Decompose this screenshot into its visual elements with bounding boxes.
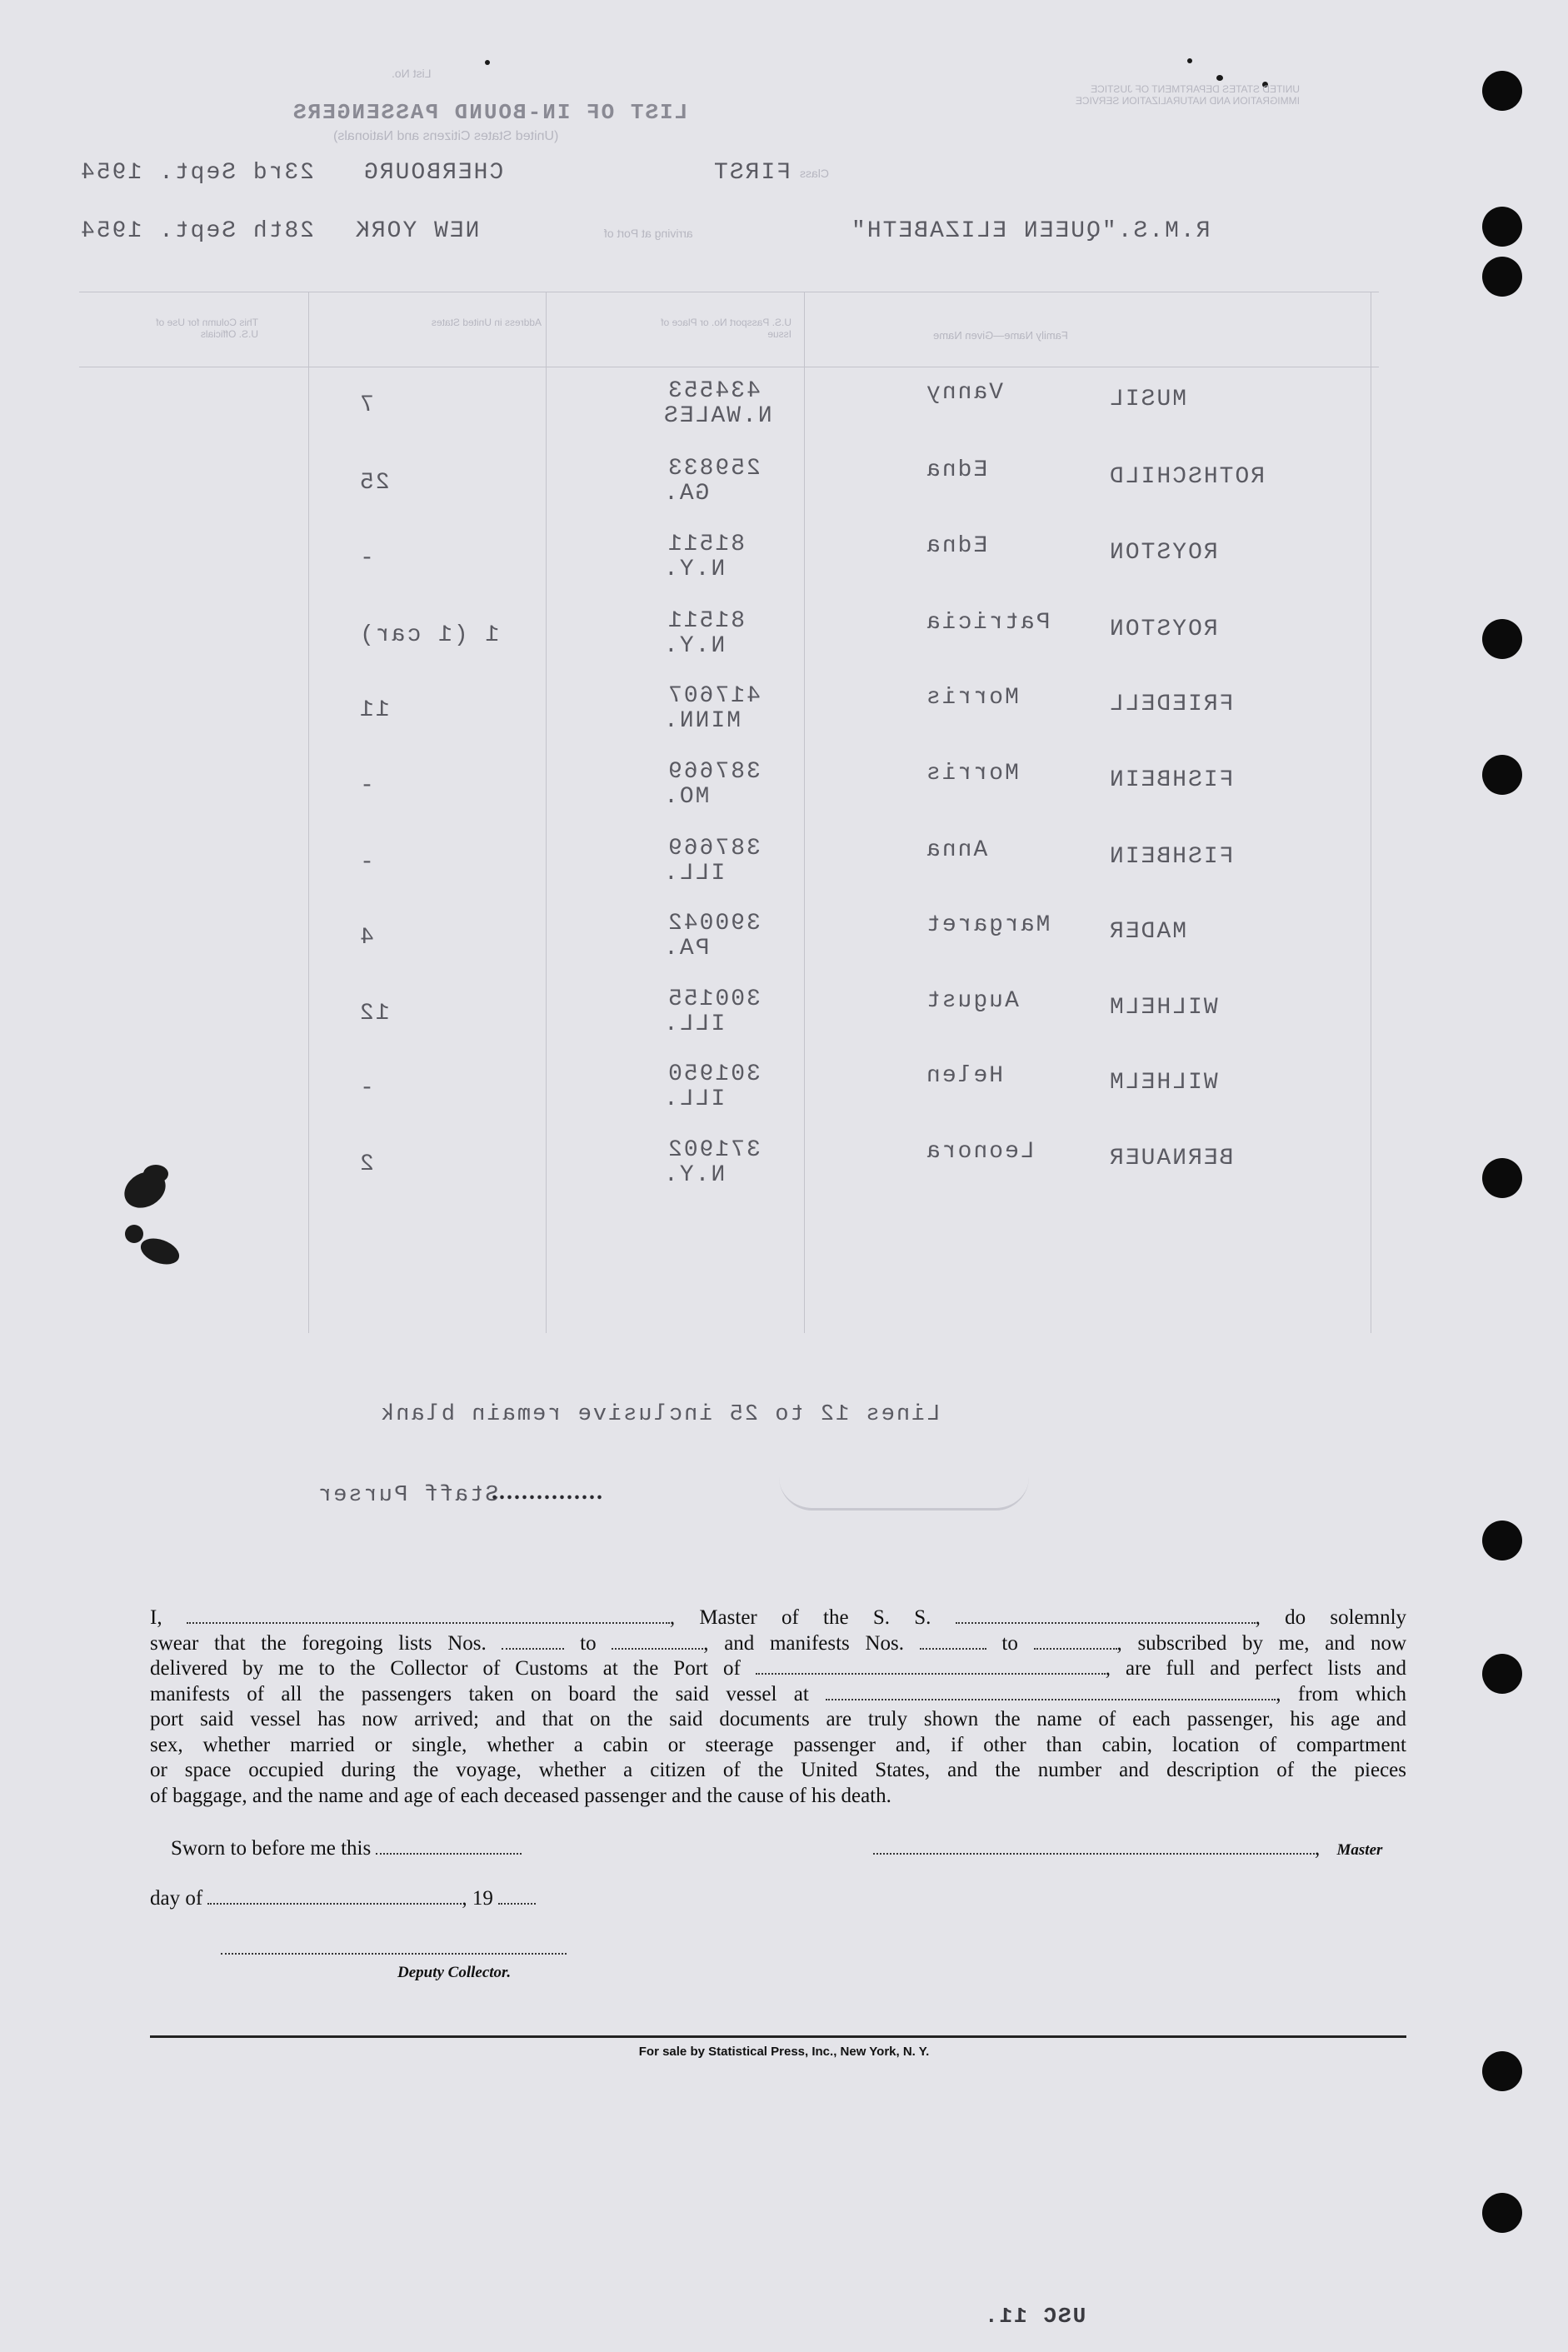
passenger-given-name: Edna xyxy=(925,533,988,559)
col-header-passport: U.S. Passport No. or Place of Issue xyxy=(661,317,791,340)
punch-hole xyxy=(1482,1654,1522,1694)
passenger-age: - xyxy=(358,546,374,572)
ink-speck xyxy=(485,60,490,65)
punch-hole xyxy=(1482,2193,1522,2233)
column-rule xyxy=(804,292,805,1333)
ink-blot xyxy=(143,1165,168,1183)
passenger-given-name: Margaret xyxy=(925,912,1051,938)
passport-number: 301950 xyxy=(667,1061,761,1087)
passenger-family-name: MUSIL xyxy=(1108,387,1187,412)
sworn-line: Sworn to before me this xyxy=(171,1837,522,1860)
passenger-age: 1 (1 car) xyxy=(358,622,500,648)
passenger-age: 11 xyxy=(358,697,390,723)
passport-number: 417607 xyxy=(667,683,761,709)
lists-from-field[interactable] xyxy=(502,1633,564,1650)
master-signature-line: , Master xyxy=(873,1837,1382,1860)
passport-number: 387669 xyxy=(667,759,761,785)
col-header-name: Family Name—Given Name xyxy=(933,329,1068,342)
passport-place: ILL. xyxy=(662,861,726,886)
passenger-family-name: WILHELM xyxy=(1108,1070,1218,1096)
passport-place: MO. xyxy=(662,784,710,810)
passenger-given-name: Morris xyxy=(925,761,1019,786)
vessel-name-field[interactable] xyxy=(956,1607,1256,1624)
staff-purser: Staff Purser xyxy=(317,1483,499,1508)
punch-hole xyxy=(1482,71,1522,111)
class-value: FIRST xyxy=(712,160,791,186)
passenger-given-name: Helen xyxy=(925,1063,1004,1089)
passenger-family-name: ROTHSCHILD xyxy=(1108,464,1266,490)
passenger-family-name: BERNAUER xyxy=(1108,1146,1234,1171)
passenger-given-name: Leonora xyxy=(925,1139,1035,1165)
passenger-age: 25 xyxy=(358,470,390,496)
day-of-field[interactable] xyxy=(207,1888,462,1905)
list-subtitle: (United States Citizens and Nationals) xyxy=(333,129,559,143)
passport-number: 371902 xyxy=(667,1137,761,1163)
passenger-age: 2 xyxy=(358,1151,374,1177)
lists-to-field[interactable] xyxy=(612,1633,703,1650)
right-notice: UNITED STATES DEPARTMENT OF JUSTICE IMMIGRATION AND NATURALIZATION SERVICE xyxy=(1075,83,1300,107)
passenger-family-name: FISHBEIN xyxy=(1108,767,1234,793)
year-field[interactable] xyxy=(498,1888,536,1905)
embarkation-port-field[interactable] xyxy=(826,1684,1276,1700)
master-signature-field[interactable] xyxy=(873,1838,1315,1855)
punch-hole xyxy=(1482,619,1522,659)
ink-blot xyxy=(125,1225,143,1243)
column-rule xyxy=(308,292,309,1333)
passenger-age: - xyxy=(358,850,374,876)
passenger-given-name: Patricia xyxy=(925,610,1051,636)
passport-number: 434553 xyxy=(667,378,761,404)
footer-rule xyxy=(150,2035,1406,2038)
from-port: CHERBOURG xyxy=(362,160,504,186)
passenger-given-name: August xyxy=(925,988,1019,1014)
arrival-port: NEW YORK xyxy=(354,218,480,244)
deputy-collector-label: Deputy Collector. xyxy=(397,1964,512,1981)
list-title: LIST OF IN-BOUND PASSENGERS xyxy=(292,100,688,125)
passenger-given-name: Edna xyxy=(925,457,988,483)
passenger-family-name: FRIEDELL xyxy=(1108,692,1234,717)
vessel-name: R.M.S."QUEEN ELIZABETH" xyxy=(850,218,1211,244)
column-rule xyxy=(546,292,547,1333)
passport-place: N.Y. xyxy=(662,1162,726,1188)
form-code: USC 11. xyxy=(983,2304,1086,2329)
passenger-age: 12 xyxy=(358,1001,390,1026)
deputy-signature-line xyxy=(221,1937,567,1960)
passport-place: ILL. xyxy=(662,1086,726,1112)
arrival-date: 28th Sept. 1954 xyxy=(79,218,315,244)
passport-place: N.WALES xyxy=(662,403,772,429)
passenger-age: 7 xyxy=(358,392,374,418)
master-name-field[interactable] xyxy=(187,1607,670,1624)
punch-hole xyxy=(1482,257,1522,297)
ink-speck xyxy=(1187,58,1192,63)
punch-hole xyxy=(1482,755,1522,795)
passport-place: PA. xyxy=(662,936,710,961)
passport-place: ILL. xyxy=(662,1011,726,1037)
class-label: Class xyxy=(800,167,830,180)
passport-place: GA. xyxy=(662,481,710,507)
passport-number: 81511 xyxy=(667,532,746,557)
port-field[interactable] xyxy=(756,1658,1106,1675)
manifests-to-field[interactable] xyxy=(1034,1633,1117,1650)
passenger-family-name: ROYSTON xyxy=(1108,617,1218,642)
passport-number: 81511 xyxy=(667,608,746,634)
manifests-from-field[interactable] xyxy=(920,1633,986,1650)
passport-place: N.Y. xyxy=(662,557,726,582)
passenger-given-name: Vanny xyxy=(925,380,1004,406)
passport-number: 300155 xyxy=(667,986,761,1012)
sworn-date-field[interactable] xyxy=(376,1838,522,1855)
passenger-family-name: ROYSTON xyxy=(1108,540,1218,566)
punch-hole xyxy=(1482,1521,1522,1561)
from-date: 23rd Sept. 1954 xyxy=(79,160,315,186)
deputy-signature-field[interactable] xyxy=(221,1938,567,1955)
passenger-age: 4 xyxy=(358,925,374,951)
passenger-age: - xyxy=(358,773,374,799)
passport-place: MINN. xyxy=(662,708,742,734)
purser-dots: ............... xyxy=(492,1479,604,1505)
printer-credit: For sale by Statistical Press, Inc., New York, N. Y. xyxy=(638,2045,930,2059)
passenger-given-name: Morris xyxy=(925,685,1019,711)
ink-blot xyxy=(137,1234,183,1270)
passport-number: 387669 xyxy=(667,836,761,861)
passenger-given-name: Anna xyxy=(925,837,988,863)
passenger-family-name: WILHELM xyxy=(1108,995,1218,1021)
punch-hole xyxy=(1482,1158,1522,1198)
passenger-family-name: FISHBEIN xyxy=(1108,844,1234,870)
purser-signature xyxy=(779,1466,1029,1511)
passport-number: 259833 xyxy=(667,456,761,482)
form-number: List No. xyxy=(392,67,432,80)
col-header-address: Address in United States xyxy=(431,317,542,328)
col-header-officials: This Column for Use of U.S. Officials xyxy=(156,317,258,340)
arriving-label: arriving at Port of xyxy=(604,227,693,240)
passport-number: 390042 xyxy=(667,911,761,936)
punch-hole xyxy=(1482,207,1522,247)
ink-speck xyxy=(1216,75,1223,81)
blank-lines-note: Lines 12 to 25 inclusive remain blank xyxy=(379,1402,941,1427)
day-of-line: day of , 19 xyxy=(150,1887,536,1910)
passenger-age: - xyxy=(358,1076,374,1101)
passport-place: N.Y. xyxy=(662,633,726,659)
passenger-family-name: MADER xyxy=(1108,919,1187,945)
oath-text: I, , Master of the S. S. , do solemnly swear that the foregoing lists Nos. to , and manifests Nos. to , subscribed by me, and now delivered by me to the Collector of Customs at the Port of , are full and perfect lists and manifests of all the passengers taken on board the said vessel at , from which port said vessel has now arrived; and that on the said documents are truly shown the name of each passenger, his age and sex, whether married or single, whether a cabin or steerage passenger and, if other than cabin, location of compartment or space occupied during the voyage, whether a citizen of the United States, and the number and description of the pieces of baggage, and the name and age of each deceased passenger and the cause of his death. xyxy=(150,1606,1407,1807)
